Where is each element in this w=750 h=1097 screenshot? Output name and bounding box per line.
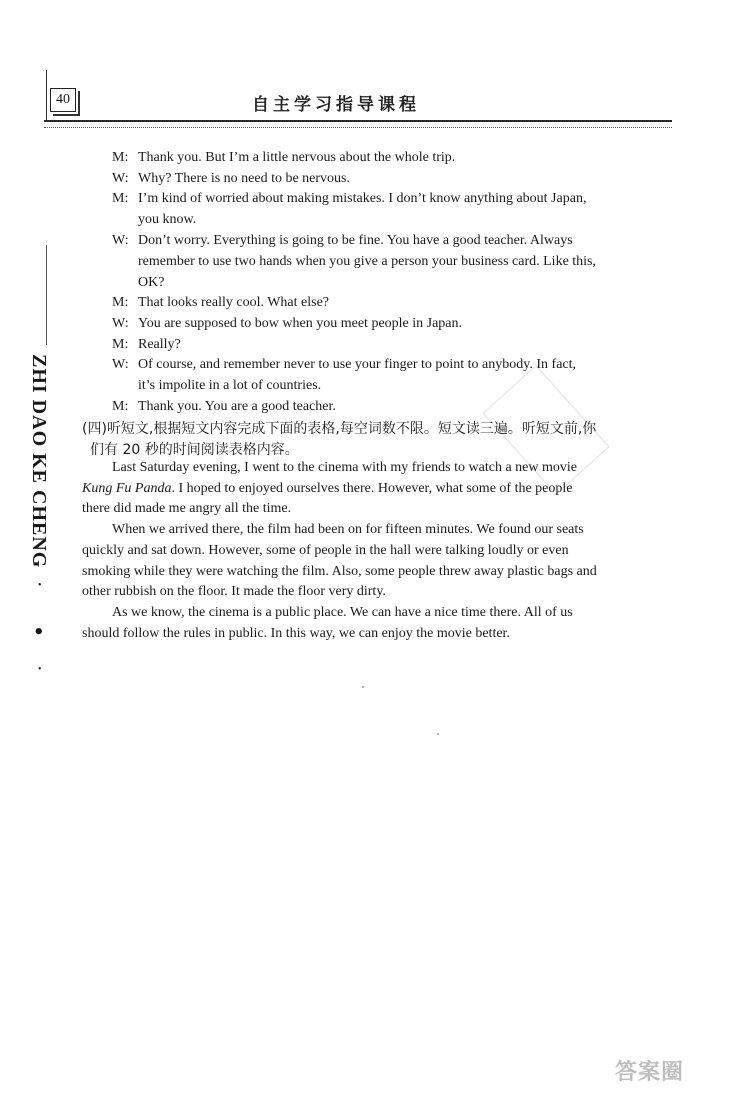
passage-line: smoking while they were watching the film. Also, some people threw away plastic bags and (82, 564, 597, 579)
dialogue-line: That looks really cool. What else? (138, 295, 330, 310)
side-dot: • (38, 664, 42, 675)
dialogue-line: Of course, and remember never to use your finger to point to anybody. In fact, (138, 357, 577, 372)
speaker-label: W: (112, 316, 129, 331)
dialogue-line: Really? (138, 337, 181, 352)
side-ornament-icon: • (33, 622, 45, 643)
side-dot: • (38, 580, 42, 591)
speaker-label: M: (112, 191, 129, 206)
speaker-label: W: (112, 357, 129, 372)
speaker-label: M: (112, 337, 129, 352)
passage-line-rest: . I hoped to enjoyed ourselves there. However, what some of the people (171, 481, 573, 496)
dialogue-line: I’m kind of worried about making mistakes. I don’t know anything about Japan, (138, 191, 587, 206)
passage-line: As we know, the cinema is a public place. We can have a nice time there. All of us (112, 605, 573, 620)
book-title: 自主学习指导课程 (252, 95, 420, 115)
speaker-label: M: (112, 150, 129, 165)
dialogue-line: you know. (138, 212, 197, 227)
movie-title: Kung Fu Panda (82, 481, 172, 496)
speaker-label: M: (112, 399, 129, 414)
dialogue-line: You are supposed to bow when you meet people in Japan. (138, 316, 463, 331)
dialogue-line: remember to use two hands when you give a person your business card. Like this, (138, 254, 597, 269)
dialogue-line: Thank you. But I’m a little nervous about the whole trip. (138, 150, 456, 165)
passage-line: When we arrived there, the film had been on for fifteen minutes. We found our seats (112, 522, 584, 537)
passage-line: quickly and sat down. However, some of people in the hall were talking loudly or even (82, 543, 569, 558)
scan-speck (362, 686, 364, 688)
speaker-label: W: (112, 233, 129, 248)
side-vertical-title: ZHI DAO KE CHENG (28, 354, 50, 569)
speaker-label: M: (112, 295, 129, 310)
header-rule (44, 120, 672, 128)
passage-line: Last Saturday evening, I went to the cinema with my friends to watch a new movie (112, 460, 577, 475)
dialogue-line: Thank you. You are a good teacher. (138, 399, 336, 414)
passage-line: there did made me angry all the time. (82, 501, 292, 516)
left-margin-rule (46, 245, 47, 345)
dialogue-line: OK? (138, 275, 165, 290)
section-instruction: (四)听短文,根据短文内容完成下面的表格,每空词数不限。短文读三遍。听短文前,你 (82, 421, 597, 437)
dialogue-line: it’s impolite in a lot of countries. (138, 378, 322, 393)
passage-line (82, 481, 573, 497)
speaker-label: W: (112, 171, 129, 186)
dialogue-line: Why? There is no need to be nervous. (138, 171, 351, 186)
section-instruction: 们有 20 秒的时间阅读表格内容。 (90, 442, 299, 458)
page-number: 40 (50, 88, 76, 112)
dialogue-line: Don’t worry. Everything is going to be fine. You have a good teacher. Always (138, 233, 573, 248)
passage-line: other rubbish on the floor. It made the floor very dirty. (82, 584, 386, 599)
watermark-logo: 答案圈 (615, 1060, 685, 1085)
passage-line: should follow the rules in public. In this way, we can enjoy the movie better. (82, 626, 510, 641)
left-margin-rule (46, 70, 47, 122)
scan-speck (437, 733, 439, 735)
